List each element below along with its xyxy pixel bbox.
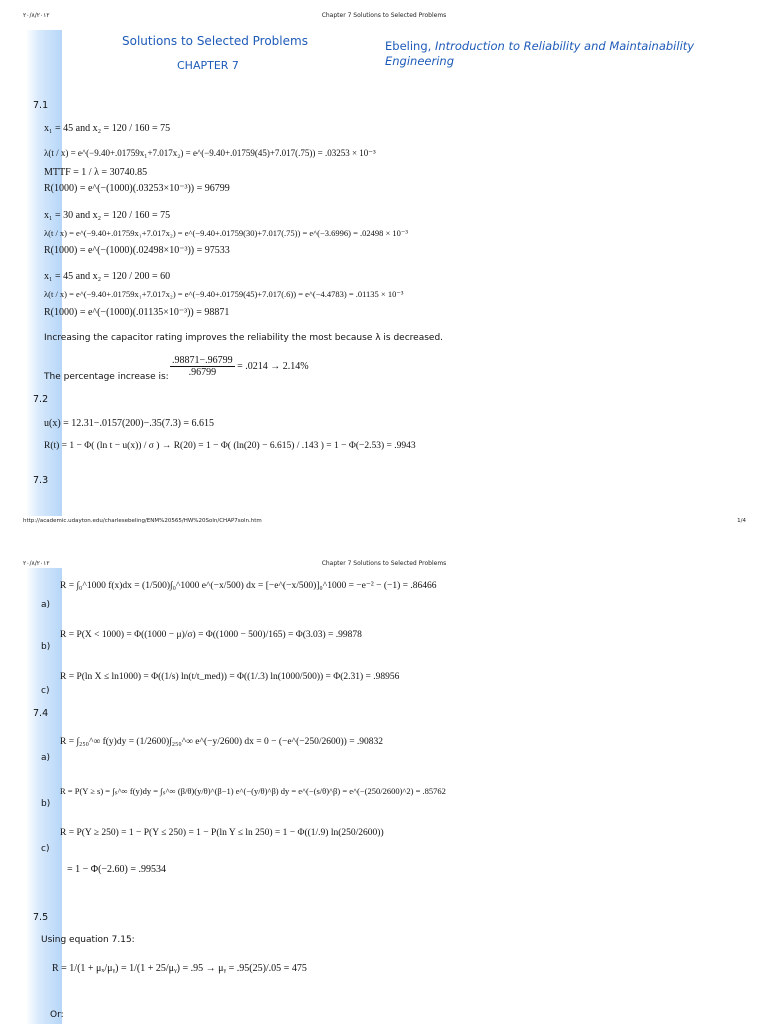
header-title: Chapter 7 Solutions to Selected Problems <box>321 560 447 567</box>
equation: λ(t / x) = e^(−9.40+.01759x₁+7.017x₂) = e^(−9.40+.01759(30)+7.017(.75)) = e^(−3.6996) = .02498 × 10⁻³ <box>44 228 408 238</box>
equation: R(1000) = e^(−(1000)(.02498×10⁻³)) = 97533 <box>44 245 230 256</box>
doc-title: Solutions to Selected Problems <box>122 34 308 48</box>
fraction: $\frac{.98871-.96799}{.96799}$ <box>172 355 233 378</box>
percentage-label: The percentage increase is: <box>44 372 169 382</box>
equation: λ(t / x) = e^(−9.40+.01759x₁+7.017x₂) = e^(−9.40+.01759(45)+7.017(.75)) = .03253 × 10⁻³ <box>44 148 376 158</box>
equation: x₁ = 45 and x₂ = 120 / 200 = 60 <box>44 271 171 282</box>
book-author: Ebeling, <box>385 39 435 53</box>
problem-number: 7.3 <box>33 475 49 486</box>
equation: R(t) = 1 − Φ( (ln t − u(x)) / σ ) → R(20) = 1 − Φ( (ln(20) − 6.615) / .143 ) = 1 − Φ(−2.53) = .9943 <box>44 441 416 451</box>
equation: x₁ = 30 and x₂ = 120 / 160 = 75 <box>44 210 171 221</box>
footer-url[interactable]: http://academic.udayton.edu/charlesebeling/ENM%20565/HW%20Soln/CHAP7soln.htm <box>23 518 262 524</box>
equation: x₁ = 45 and x₂ = 120 / 160 = 75 <box>44 123 171 134</box>
part-label: b) <box>41 799 51 809</box>
part-label: c) <box>41 844 50 854</box>
header-title: Chapter 7 Solutions to Selected Problems <box>321 12 447 19</box>
problem-number: 7.2 <box>33 394 49 405</box>
page-header <box>0 12 768 22</box>
header-date: ۲۰/۸/۲۰۱۲ <box>23 560 50 567</box>
part-label: b) <box>41 642 51 652</box>
problem-number: 7.1 <box>33 100 49 111</box>
equation: u(x) = 12.31−.0157(200)−.35(7.3) = 6.615 <box>44 418 215 429</box>
page-footer <box>0 518 768 528</box>
page-separator <box>0 530 768 548</box>
equation: MTTF = 1 / λ = 30740.85 <box>44 167 148 178</box>
footer-page-number: 1/4 <box>737 518 746 524</box>
part-label: a) <box>41 600 51 610</box>
using-equation-text: Using equation 7.15: <box>41 935 135 945</box>
book-title: Introduction to Reliability and Maintainability Engineering <box>385 39 695 68</box>
chapter-title: CHAPTER 7 <box>177 59 239 72</box>
blue-margin-band <box>26 568 62 1024</box>
equation: R = 1/(1 + μₓ/μᵧ) = 1/(1 + 25/μᵧ) = .95 → μᵧ = .95(25)/.05 = 475 <box>52 963 307 974</box>
part-label: c) <box>41 686 50 696</box>
equation: R = P(Y ≥ 250) = 1 − P(Y ≤ 250) = 1 − P(ln Y ≤ ln 250) = 1 − Φ((1/.9) ln(250/2600)) <box>60 828 384 838</box>
or-text: Or: <box>50 1010 64 1020</box>
document-page-2 <box>0 548 768 1024</box>
equation: R = ∫₂₅₀^∞ f(y)dy = (1/2600)∫₂₅₀^∞ e^(−y/2600) dx = 0 − (−e^(−250/2600)) = .90832 <box>60 737 384 747</box>
header-date: ۲۰/۸/۲۰۱۲ <box>23 12 50 19</box>
problem-number: 7.5 <box>33 912 49 923</box>
page-header <box>0 560 768 570</box>
book-reference <box>385 39 725 69</box>
equation: λ(t / x) = e^(−9.40+.01759x₁+7.017x₂) = e^(−9.40+.01759(45)+7.017(.6)) = e^(−4.4783) = .01135 × 10⁻³ <box>44 289 404 299</box>
part-label: a) <box>41 753 51 763</box>
problem-number: 7.4 <box>33 708 49 719</box>
equation: R(1000) = e^(−(1000)(.03253×10⁻³)) = 96799 <box>44 183 230 194</box>
equation: = 1 − Φ(−2.60) = .99534 <box>67 864 167 875</box>
equation: R = P(X < 1000) = Φ((1000 − μ)/σ) = Φ((1000 − 500)/165) = Φ(3.03) = .99878 <box>60 630 362 640</box>
percentage-equation: $\frac{.98871-.96799}{.96799}$ = .0214 → 2.14% <box>172 355 309 378</box>
equation: R = ∫₀^1000 f(x)dx = (1/500)∫₀^1000 e^(−x/500) dx = [−e^(−x/500)]₀^1000 = −e⁻² − (−1) = .86466 <box>60 581 437 591</box>
equation: R = P(ln X ≤ ln1000) = Φ((1/s) ln(t/t_med)) = Φ((1/.3) ln(1000/500)) = Φ(2.31) = .98956 <box>60 672 400 682</box>
conclusion-text: Increasing the capacitor rating improves the reliability the most because λ is decreased. <box>44 333 444 343</box>
equation: R(1000) = e^(−(1000)(.01135×10⁻³)) = 98871 <box>44 307 230 318</box>
equation: R = P(Y ≥ s) = ∫ₛ^∞ f(y)dy = ∫ₛ^∞ (β/θ)(y/θ)^(β−1) e^(−(y/θ)^β) dy = e^(−(s/θ)^β) = e^(−(250/2600)^2) = .85762 <box>60 786 446 796</box>
